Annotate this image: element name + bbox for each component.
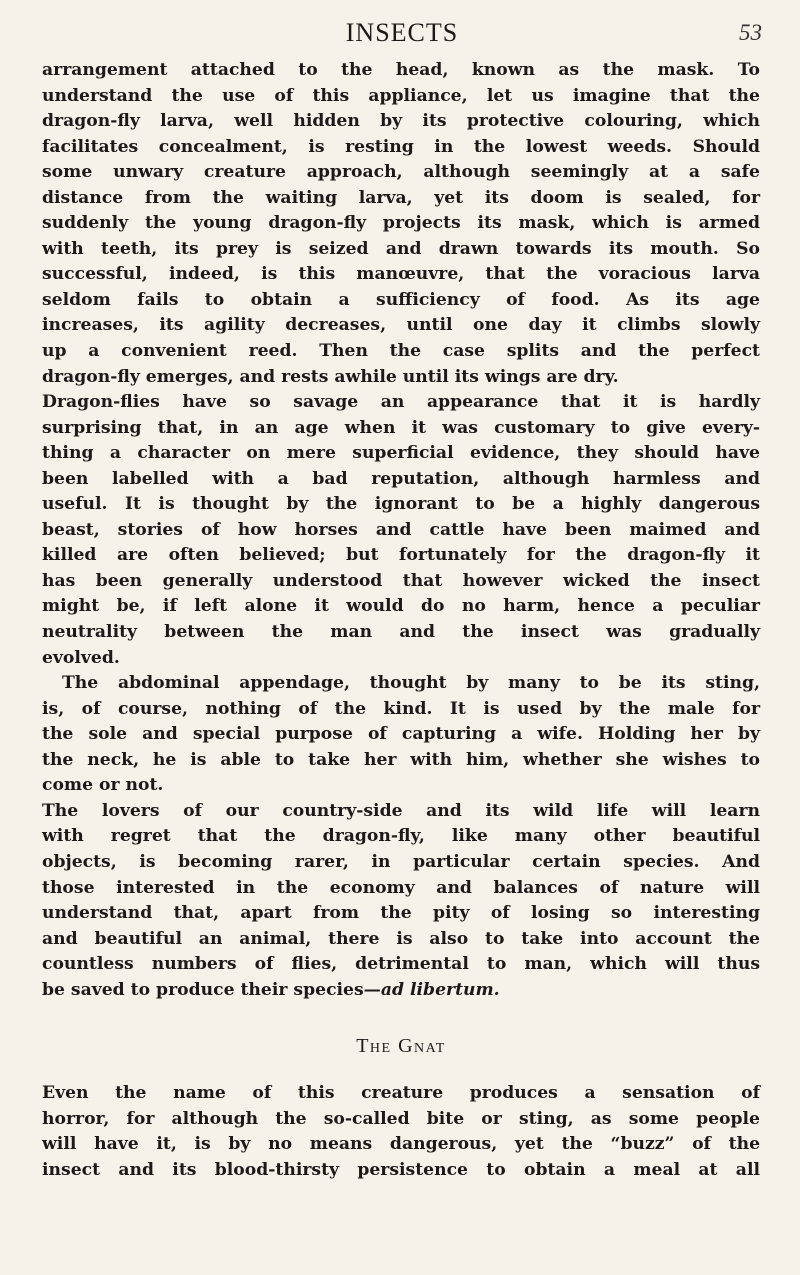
text-line: countless numbers of flies, detrimental to man, which will thus <box>42 954 760 975</box>
text-line: facilitates concealment, is resting in the lowest weeds. Should <box>42 136 760 157</box>
text-line: horror, for although the so-called bite or sting, as some people <box>42 1108 760 1129</box>
text-line: with teeth, its prey is seized and drawn towards its mouth. So <box>42 238 760 259</box>
paragraph-gnat <box>42 1081 760 1183</box>
text-line: Dragon-flies have so savage an appearance that it is hardly <box>42 392 760 413</box>
text-line: been labelled with a bad reputation, although harmless and <box>42 468 760 489</box>
text-line: with regret that the dragon-fly, like many other beautiful <box>42 826 760 847</box>
text-line: up a convenient reed. Then the case splits and the perfect <box>42 341 760 362</box>
text-line: come or not. <box>42 775 164 796</box>
running-head: INSECTS <box>345 18 459 47</box>
text-line: The abdominal appendage, thought by many to be its sting, <box>62 673 760 694</box>
text-line: insect and its blood-thirsty persistence to obtain a meal at all <box>42 1159 760 1180</box>
paragraph-dragonfly-mask <box>42 58 760 390</box>
text-line: Even the name of this creature produces a sensation of <box>42 1083 760 1104</box>
text-line: those interested in the economy and balances of nature will <box>42 877 760 898</box>
text-line: arrangement attached to the head, known as the mask. To <box>42 60 760 80</box>
text-line: has been generally understood that however wicked the insect <box>42 570 760 591</box>
text-line: useful. It is thought by the ignorant to be a highly dangerous <box>42 494 760 515</box>
body-text <box>42 58 760 1183</box>
section-heading: The Gnat <box>356 1035 446 1058</box>
section-spacer <box>42 1003 760 1031</box>
text-line: the neck, he is able to take her with him, whether she wishes to <box>42 749 760 770</box>
page-number: 53 <box>739 20 762 45</box>
final-line-text: be saved to produce their species— <box>42 979 381 1000</box>
paragraph-dragonfly-rarity <box>42 799 760 1003</box>
text-line: increases, its agility decreases, until one day it climbs slowly <box>42 315 760 336</box>
text-line: dragon-fly emerges, and rests awhile until its wings are dry. <box>42 366 619 387</box>
text-line: the sole and special purpose of capturing a wife. Holding her by <box>42 724 760 745</box>
text-line: beast, stories of how horses and cattle have been maimed and <box>42 519 760 540</box>
text-line: killed are often believed; but fortunately for the dragon-fly it <box>42 545 760 566</box>
paragraph-abdominal-appendage <box>42 671 760 799</box>
text-line: successful, indeed, is this manœuvre, that the voracious larva <box>42 264 760 285</box>
text-line-final <box>42 978 760 1004</box>
text-line: is, of course, nothing of the kind. It is used by the male for <box>42 698 760 719</box>
paragraph-dragonfly-reputation <box>42 390 760 671</box>
text-line: The lovers of our country-side and its wild life will learn <box>42 800 760 821</box>
section-spacer <box>42 1061 760 1081</box>
text-line: suddenly the young dragon-fly projects its mask, which is armed <box>42 213 760 234</box>
text-line: understand the use of this appliance, let us imagine that the <box>42 85 760 106</box>
italic-phrase: ad libertum. <box>380 979 500 1000</box>
text-line: and beautiful an animal, there is also to take into account the <box>42 928 760 949</box>
text-line: will have it, is by no means dangerous, yet the “buzz” of the <box>42 1134 760 1155</box>
text-line: objects, is becoming rarer, in particular certain species. And <box>42 851 760 872</box>
page-header <box>42 18 762 54</box>
text-line: thing a character on mere superficial evidence, they should have <box>42 443 760 464</box>
text-line: neutrality between the man and the insect was gradually <box>42 622 760 643</box>
text-line: might be, if left alone it would do no harm, hence a peculiar <box>42 596 760 617</box>
text-line: surprising that, in an age when it was customary to give every- <box>42 417 760 438</box>
text-line: dragon-fly larva, well hidden by its protective colouring, which <box>42 111 760 132</box>
text-line: evolved. <box>42 647 120 668</box>
text-line: understand that, apart from the pity of losing so interesting <box>42 903 760 924</box>
text-line: distance from the waiting larva, yet its doom is sealed, for <box>42 187 760 208</box>
text-line: some unwary creature approach, although seemingly at a safe <box>42 162 760 183</box>
text-line: seldom fails to obtain a sufficiency of food. As its age <box>42 289 760 310</box>
